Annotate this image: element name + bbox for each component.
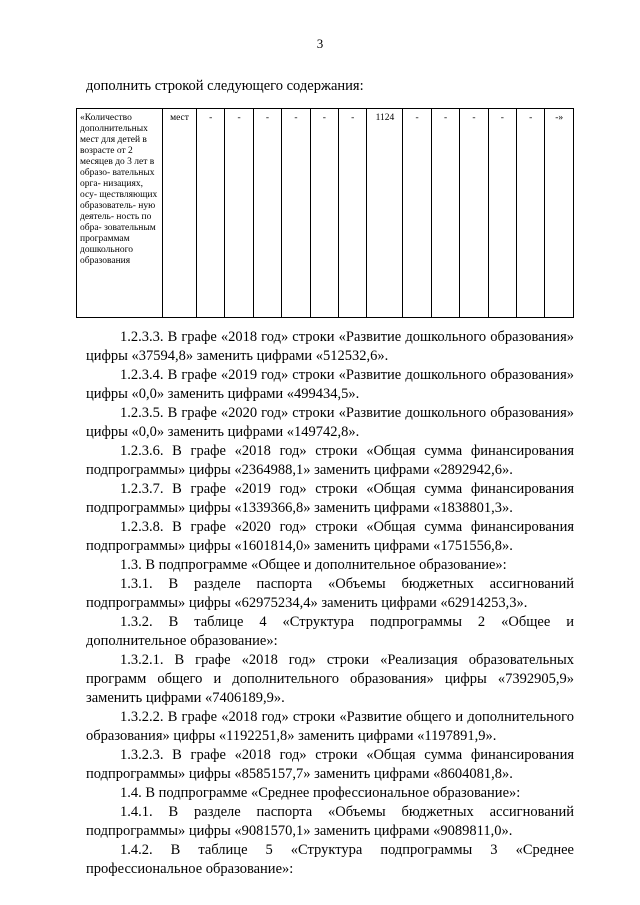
paragraph: 1.3.1. В разделе паспорта «Объемы бюджетных ассигнований подпрограммы» цифры «62975234,4» заменить цифрами «62914253,3». bbox=[86, 576, 574, 611]
intro-text: дополнить строкой следующего содержания: bbox=[86, 78, 364, 94]
paragraph: 1.2.3.8. В графе «2020 год» строки «Общая сумма финансирования подпрограммы» цифры «1601814,0» заменить цифрами «1751556,8». bbox=[86, 519, 574, 554]
value-cell: - bbox=[488, 109, 516, 318]
value-cell: - bbox=[431, 109, 459, 318]
paragraph: 1.3. В подпрограмме «Общее и дополнительное образование»: bbox=[120, 557, 507, 573]
paragraph: 1.3.2. В таблице 4 «Структура подпрограммы 2 «Общее и дополнительное образование»: bbox=[86, 614, 574, 649]
paragraph: 1.2.3.7. В графе «2019 год» строки «Общая сумма финансирования подпрограммы» цифры «1339366,8» заменить цифрами «1838801,3». bbox=[86, 481, 574, 516]
paragraph: 1.2.3.4. В графе «2019 год» строки «Развитие дошкольного образования» цифры «0,0» заменить цифрами «499434,5». bbox=[86, 367, 574, 402]
value-cell: -» bbox=[545, 109, 574, 318]
value-cell: - bbox=[403, 109, 431, 318]
unit-cell: мест bbox=[163, 109, 197, 318]
table-row bbox=[77, 109, 574, 318]
page-number: 3 bbox=[316, 36, 324, 51]
inserted-table-row bbox=[76, 108, 574, 318]
value-cell: - bbox=[253, 109, 281, 318]
value-cell: - bbox=[339, 109, 367, 318]
value-cell: 1124 bbox=[367, 109, 403, 318]
paragraph: 1.4.1. В разделе паспорта «Объемы бюджетных ассигнований подпрограммы» цифры «9081570,1» заменить цифрами «9089811,0». bbox=[86, 804, 574, 839]
paragraph: 1.4.2. В таблице 5 «Структура подпрограммы 3 «Среднее профессиональное образование»: bbox=[86, 842, 574, 877]
value-cell: - bbox=[310, 109, 338, 318]
value-cell: - bbox=[460, 109, 488, 318]
value-cell: - bbox=[225, 109, 253, 318]
value-cell: - bbox=[517, 109, 545, 318]
paragraph: 1.4. В подпрограмме «Среднее профессиональное образование»: bbox=[120, 785, 521, 801]
paragraph: 1.3.2.3. В графе «2018 год» строки «Общая сумма финансирования подпрограммы» цифры «8585157,7» заменить цифрами «8604081,8». bbox=[86, 747, 574, 782]
paragraph: 1.2.3.6. В графе «2018 год» строки «Общая сумма финансирования подпрограммы» цифры «2364988,1» заменить цифрами «2892942,6». bbox=[86, 443, 574, 478]
value-cell: - bbox=[197, 109, 225, 318]
paragraph: 1.2.3.5. В графе «2020 год» строки «Развитие дошкольного образования» цифры «0,0» заменить цифрами «149742,8». bbox=[86, 405, 574, 440]
value-cell: - bbox=[282, 109, 310, 318]
paragraph: 1.3.2.1. В графе «2018 год» строки «Реализация образовательных программ общего и дополнительного образования» цифры «7392905,9» заменить цифрами «7406189,9». bbox=[86, 652, 574, 706]
paragraph: 1.2.3.3. В графе «2018 год» строки «Развитие дошкольного образования» цифры «37594,8» заменить цифрами «512532,6». bbox=[86, 329, 574, 364]
paragraph: 1.3.2.2. В графе «2018 год» строки «Развитие общего и дополнительного образования» цифры «1192251,8» заменить цифрами «1197891,9». bbox=[86, 709, 574, 744]
document-body bbox=[86, 328, 574, 879]
row-name-cell: «Количество дополнительных мест для детей в возрасте от 2 месяцев до 3 лет в образо- вательных орга- низациях, осу- ществляющих образователь- ную деятель- ность по обра- зовательным программам дошкольного образования bbox=[77, 109, 163, 318]
